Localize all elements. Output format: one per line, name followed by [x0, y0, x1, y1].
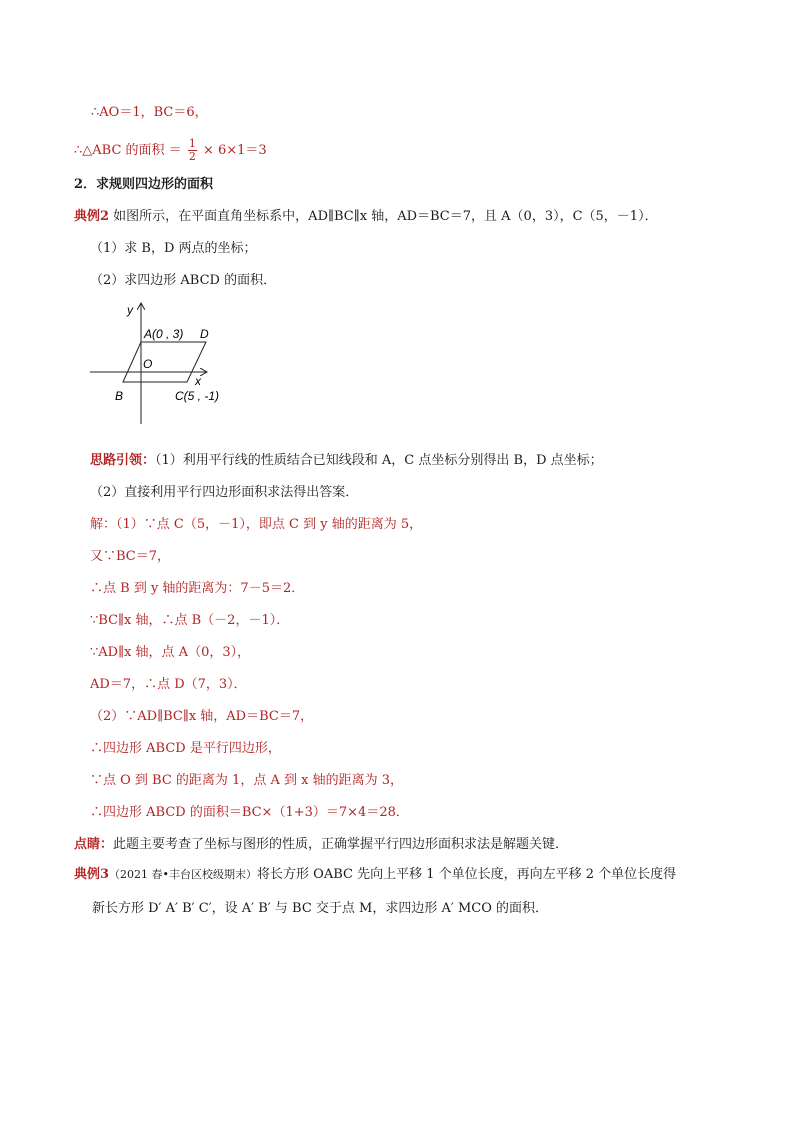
- key-point: [74, 836, 568, 854]
- question-1: （1）求 B，D 两点的坐标；: [90, 241, 257, 256]
- solution-step-10: ∴四边形 ABCD 的面积＝BC×（1+3）＝7×4＝28．: [90, 805, 409, 820]
- hint-label: 思路引领：: [90, 453, 156, 468]
- fraction-one-half: [188, 138, 197, 163]
- example3-label: 典例3: [74, 867, 110, 882]
- solution-step-1: 解：（1）∵点 C（5，－1），即点 C 到 y 轴的距离为 5，: [90, 517, 423, 532]
- area-suffix: × 6×1＝3: [202, 143, 267, 158]
- label-b: B: [115, 389, 124, 403]
- example3-statement-line-2: 新长方形 D′ A′ B′ C′，设 A′ B′ 与 BC 交于点 M，求四边形 A′ MCO 的面积．: [92, 901, 548, 916]
- hint-text-1: （1）利用平行线的性质结合已知线段和 A，C 点坐标分别得出 B，D 点坐标；: [155, 453, 603, 468]
- solution-step-5: ∵AD∥x 轴，点 A（0，3），: [90, 645, 251, 660]
- solution-step-7: （2）∵AD∥BC∥x 轴，AD＝BC＝7，: [90, 709, 314, 724]
- label-y: y: [127, 303, 133, 317]
- key-point-text: 此题主要考查了坐标与图形的性质，正确掌握平行四边形面积求法是解题关键．: [113, 837, 569, 852]
- solution-step-4: ∵BC∥x 轴，∴点 B（－2，－1）．: [90, 613, 290, 628]
- label-a: A(0 , 3): [144, 327, 184, 341]
- question-2: （2）求四边形 ABCD 的面积．: [90, 273, 277, 288]
- label-x: x: [195, 374, 201, 388]
- key-point-label: 点睛：: [74, 837, 114, 852]
- label-o: O: [143, 357, 153, 371]
- fraction-denominator: 2: [188, 150, 196, 163]
- hint-line-2: （2）直接利用平行四边形面积求法得出答案．: [90, 485, 359, 500]
- solution-line-area-abc: [74, 138, 267, 163]
- example3-text: 将长方形 OABC 先向上平移 1 个单位长度，再向左平移 2 个单位长度得: [257, 867, 677, 882]
- fraction-numerator: 1: [188, 137, 196, 150]
- area-prefix: ∴△ABC 的面积 ＝: [74, 143, 182, 158]
- solution-step-2: 又∵BC＝7，: [90, 549, 171, 564]
- solution-step-3: ∴点 B 到 y 轴的距离为：7－5＝2．: [90, 581, 305, 596]
- solution-line-ao-bc: ∴AO＝1，BC＝6，: [91, 105, 208, 120]
- example2-statement: [74, 208, 658, 226]
- example3-source: （2021 春•丰台区校级期末）: [109, 868, 258, 881]
- section-heading: 2．求规则四边形的面积: [74, 177, 214, 192]
- example2-label: 典例2: [74, 209, 110, 224]
- label-c: C(5 , -1): [175, 389, 220, 403]
- coordinate-figure: [84, 296, 244, 436]
- solution-step-8: ∴四边形 ABCD 是平行四边形，: [90, 741, 281, 756]
- parallelogram-abcd: [123, 342, 206, 382]
- example2-text: 如图所示，在平面直角坐标系中，AD∥BC∥x 轴，AD＝BC＝7，且 A（0，3），C（5，－1）．: [109, 209, 658, 224]
- solution-step-9: ∵点 O 到 BC 的距离为 1，点 A 到 x 轴的距离为 3，: [90, 773, 403, 788]
- label-d: D: [200, 327, 209, 341]
- solution-step-6: AD＝7，∴点 D（7，3）．: [90, 677, 247, 692]
- hint-line-1: [90, 452, 603, 470]
- example3-statement: [74, 866, 676, 884]
